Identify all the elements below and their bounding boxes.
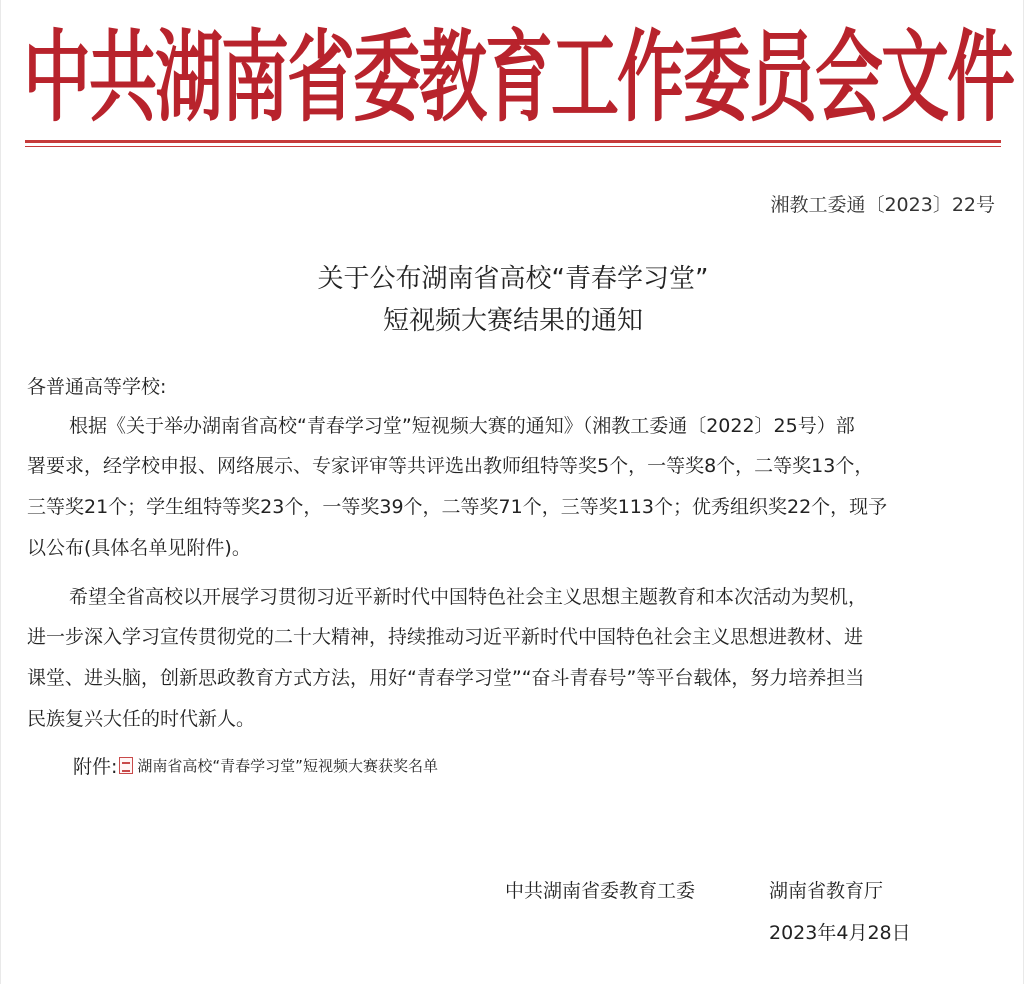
- paragraph-line: 希望全省高校以开展学习贯彻习近平新时代中国特色社会主义思想主题教育和本次活动为契机，: [69, 586, 868, 608]
- document-title-line-2: 短视频大赛结果的通知: [382, 306, 643, 336]
- salutation: 各普通高等学校:: [27, 376, 167, 398]
- masthead-red-rule: [25, 140, 1001, 143]
- pdf-file-icon[interactable]: [119, 757, 133, 774]
- signature-date: 2023年4月28日: [769, 922, 911, 944]
- signature-org-2: 湖南省教育厅: [769, 880, 884, 902]
- paragraph-line: 进一步深入学习宣传贯彻党的二十大精神，持续推动习近平新时代中国特色社会主义思想进教材、进: [27, 626, 864, 648]
- paragraph-line: 根据《关于举办湖南省高校“青春学习堂”短视频大赛的通知》（湘教工委通〔2022〕25号）部: [69, 415, 855, 437]
- document-title-line-1: 关于公布湖南省高校“青春学习堂”: [317, 264, 709, 294]
- paragraph-line: 三等奖21个；学生组特等奖23个，一等奖39个，二等奖71个，三等奖113个；优秀组织奖22个，现予: [27, 496, 888, 518]
- paragraph-line: 民族复兴大任的时代新人。: [27, 708, 256, 730]
- signature-org-1: 中共湖南省委教育工委: [505, 880, 696, 902]
- attachment-label: 附件:: [73, 756, 118, 778]
- document-masthead: [23, 14, 1014, 142]
- paragraph-line: 署要求，经学校申报、网络展示、专家评审等共评选出教师组特等奖5个，一等奖8个，二等奖13个，: [27, 455, 874, 477]
- paragraph-line: 课堂、进头脑，创新思政教育方式方法，用好“青春学习堂”“奋斗青春号”等平台载体，努力培养担当: [27, 667, 865, 689]
- attachment-link[interactable]: 湖南省高校“青春学习堂”短视频大赛获奖名单: [137, 757, 438, 775]
- attachment-row: [73, 752, 438, 779]
- masthead-title: 中共湖南省委教育工作委员会文件: [23, 20, 1014, 136]
- masthead-red-rule-thin: [25, 146, 1001, 147]
- document-number: 湘教工委通〔2023〕22号: [770, 194, 995, 216]
- paragraph-line: 以公布(具体名单见附件)。: [27, 537, 251, 559]
